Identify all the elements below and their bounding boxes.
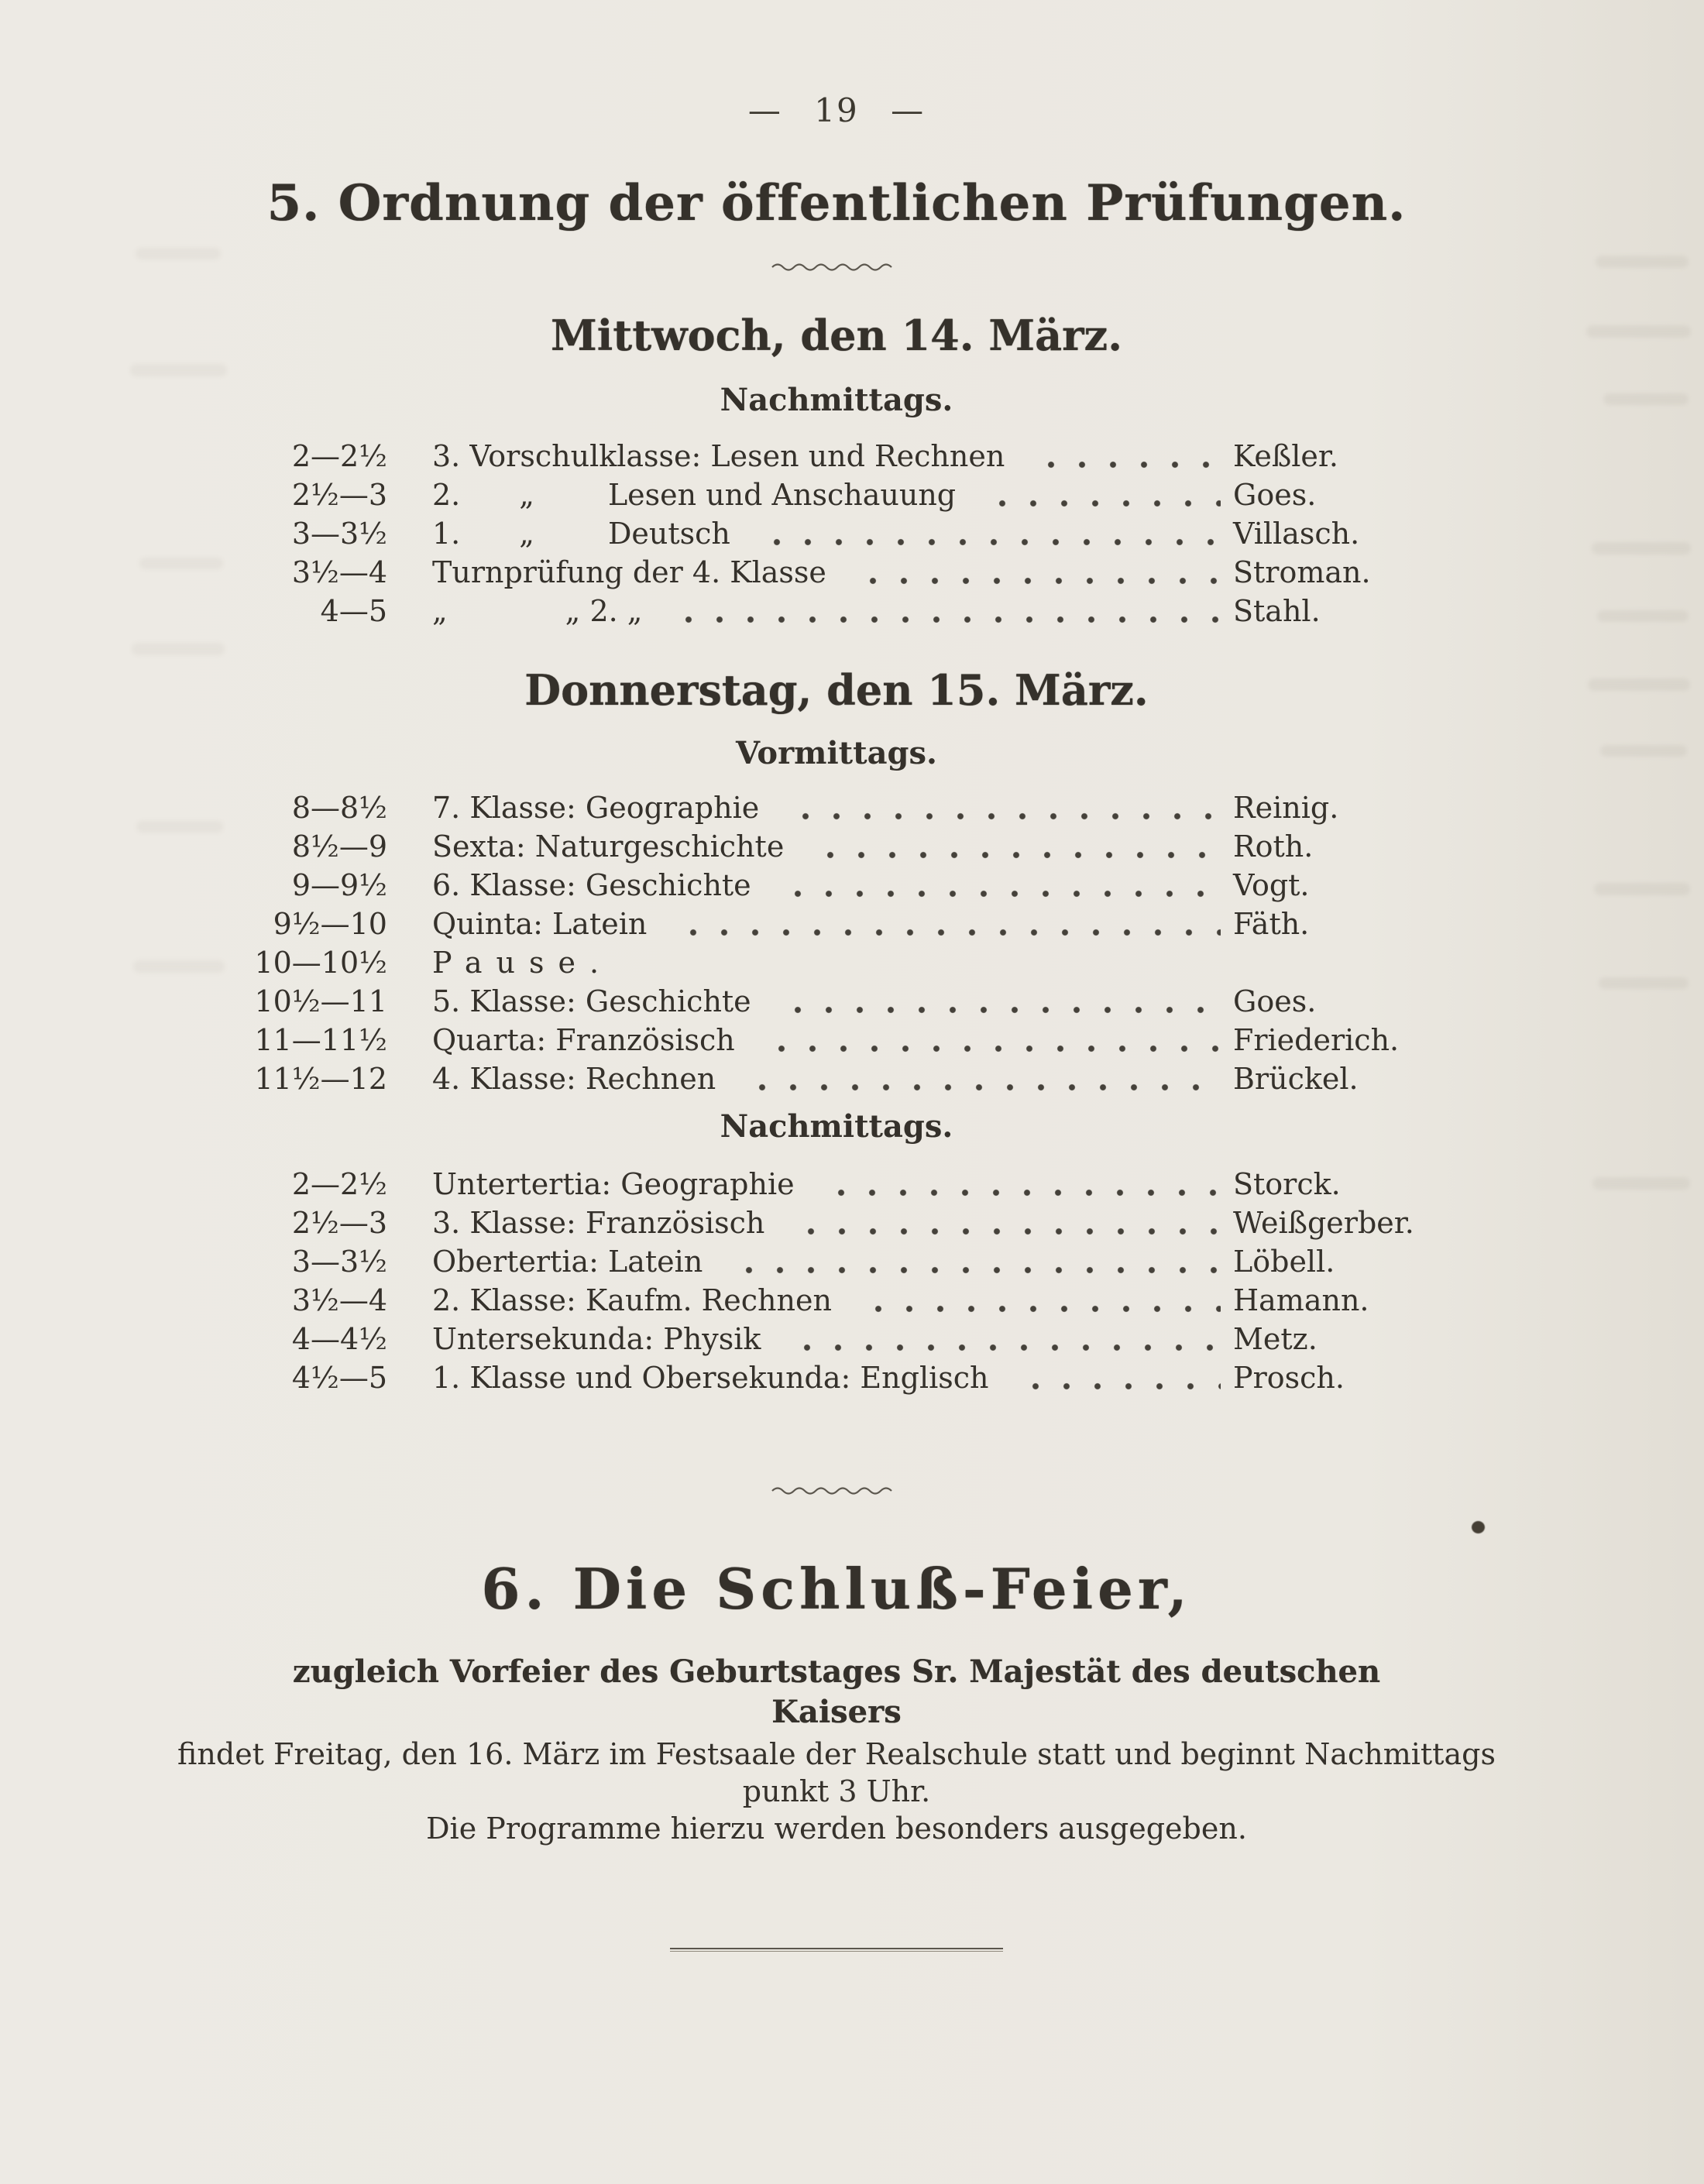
row-teacher-name: Stroman. bbox=[1233, 555, 1371, 589]
row-time: 11—11½ bbox=[254, 1023, 387, 1057]
dot-leader bbox=[791, 1207, 1221, 1238]
bleedthrough-mark bbox=[1592, 542, 1691, 555]
dot-leader bbox=[761, 1025, 1221, 1056]
section-6-title: 6. Die Schluß-Feier, bbox=[481, 1556, 1192, 1622]
row-time: 3½—4 bbox=[291, 1283, 387, 1317]
bleedthrough-mark bbox=[132, 643, 225, 655]
dot-leader bbox=[810, 831, 1221, 862]
schedule-row bbox=[232, 1320, 1441, 1358]
bleedthrough-mark bbox=[1592, 1177, 1690, 1190]
row-teacher-name: Prosch. bbox=[1233, 1361, 1345, 1395]
row-desc: Quarta: Französisch bbox=[432, 1023, 735, 1057]
row-desc: „ „ 2. „ bbox=[432, 594, 643, 628]
schedule-row bbox=[232, 866, 1441, 905]
dot-leader bbox=[1031, 441, 1221, 472]
day-heading-mittwoch: Mittwoch, den 14. März. bbox=[550, 311, 1123, 360]
row-teacher-name: Fäth. bbox=[1233, 907, 1310, 941]
schedule-row bbox=[232, 553, 1441, 592]
row-teacher-name: Keßler. bbox=[1233, 439, 1338, 473]
row-desc: Pause. bbox=[432, 946, 613, 980]
bleedthrough-mark bbox=[1588, 678, 1690, 691]
dot-leader bbox=[729, 1246, 1221, 1277]
schedule-row bbox=[232, 1358, 1441, 1397]
row-teacher-name: Friederich. bbox=[1233, 1023, 1400, 1057]
row-time: 9—9½ bbox=[291, 868, 387, 902]
dot-leader bbox=[785, 792, 1221, 823]
bleedthrough-mark bbox=[136, 248, 221, 259]
bottom-divider-rule bbox=[670, 1948, 1003, 1952]
ink-spot bbox=[1472, 1521, 1485, 1533]
schedule-row bbox=[232, 1021, 1441, 1059]
page-number: — 19 — bbox=[747, 91, 926, 129]
row-teacher-name: Löbell. bbox=[1233, 1245, 1335, 1279]
bleedthrough-mark bbox=[136, 821, 223, 833]
row-desc: Turnprüfung der 4. Klasse bbox=[432, 555, 826, 589]
schedule-row bbox=[232, 1165, 1441, 1204]
row-desc: 1. Klasse und Obersekunda: Englisch bbox=[432, 1361, 989, 1395]
row-time: 3—3½ bbox=[291, 517, 387, 551]
schedule-table-mittwoch-nachmittags bbox=[232, 437, 1441, 630]
row-desc: 2. Klasse: Kaufm. Rechnen bbox=[432, 1283, 832, 1317]
row-teacher-name: Villasch. bbox=[1233, 517, 1360, 551]
row-desc: Sexta: Naturgeschichte bbox=[432, 829, 785, 864]
bleedthrough-mark bbox=[1596, 256, 1689, 268]
schedule-row-pause bbox=[232, 943, 1441, 982]
row-time: 10—10½ bbox=[254, 946, 387, 980]
dot-leader bbox=[1015, 1362, 1221, 1393]
squiggle-divider bbox=[771, 1484, 902, 1496]
section-6-subtitle: zugleich Vorfeier des Geburtstages Sr. Majestät des deutschen Kaisers bbox=[292, 1653, 1381, 1730]
schedule-row bbox=[232, 437, 1441, 476]
bleedthrough-mark bbox=[139, 558, 223, 569]
row-time: 2—2½ bbox=[291, 1167, 387, 1201]
row-teacher-name: Stahl. bbox=[1233, 594, 1321, 628]
schedule-row bbox=[232, 905, 1441, 943]
row-time: 2—2½ bbox=[291, 439, 387, 473]
row-desc: 6. Klasse: Geschichte bbox=[432, 868, 751, 902]
row-teacher-name: Vogt. bbox=[1233, 868, 1310, 902]
dot-leader bbox=[673, 908, 1221, 939]
bleedthrough-mark bbox=[1597, 610, 1689, 622]
row-desc: 3. Klasse: Französisch bbox=[432, 1206, 765, 1240]
schedule-row bbox=[232, 1204, 1441, 1242]
row-time: 4—4½ bbox=[291, 1322, 387, 1356]
bleedthrough-mark bbox=[1586, 325, 1691, 338]
row-time: 9½—10 bbox=[273, 907, 387, 941]
schedule-row bbox=[232, 827, 1441, 866]
dot-leader bbox=[668, 596, 1221, 627]
row-teacher-name: Roth. bbox=[1233, 829, 1314, 864]
dot-leader bbox=[757, 518, 1221, 549]
bleedthrough-mark bbox=[130, 364, 227, 376]
schedule-table-donnerstag-nachmittags bbox=[232, 1165, 1441, 1397]
row-teacher-name: Weißgerber. bbox=[1233, 1206, 1414, 1240]
bleedthrough-mark bbox=[1603, 393, 1689, 405]
row-time: 11½—12 bbox=[254, 1062, 387, 1096]
row-desc: 4. Klasse: Rechnen bbox=[432, 1062, 716, 1096]
dot-leader bbox=[858, 1285, 1221, 1316]
row-time: 2½—3 bbox=[291, 1206, 387, 1240]
schedule-row bbox=[232, 1059, 1441, 1098]
row-time: 3½—4 bbox=[291, 555, 387, 589]
row-teacher-name: Metz. bbox=[1233, 1322, 1318, 1356]
dot-leader bbox=[742, 1063, 1221, 1094]
row-time: 4—5 bbox=[320, 594, 387, 628]
row-desc: Untertertia: Geographie bbox=[432, 1167, 795, 1201]
bleedthrough-mark bbox=[1600, 745, 1687, 757]
schedule-row bbox=[232, 1281, 1441, 1320]
dot-leader bbox=[982, 479, 1221, 510]
schedule-row bbox=[232, 476, 1441, 514]
session-label-nachmittags-1: Nachmittags. bbox=[720, 382, 953, 418]
row-teacher-name: Hamann. bbox=[1233, 1283, 1369, 1317]
section-5-title: 5. Ordnung der öffentlichen Prüfungen. bbox=[266, 174, 1407, 232]
row-time: 3—3½ bbox=[291, 1245, 387, 1279]
dot-leader bbox=[853, 557, 1221, 588]
row-teacher-name: Storck. bbox=[1233, 1167, 1341, 1201]
row-teacher-name: Goes. bbox=[1233, 984, 1317, 1018]
row-time: 8—8½ bbox=[291, 791, 387, 825]
row-desc: 2. „ Lesen und Anschauung bbox=[432, 478, 957, 512]
row-time: 4½—5 bbox=[291, 1361, 387, 1395]
row-desc: Obertertia: Latein bbox=[432, 1245, 703, 1279]
bleedthrough-mark bbox=[1594, 883, 1690, 895]
row-desc: 1. „ Deutsch bbox=[432, 517, 730, 551]
bleedthrough-mark bbox=[133, 960, 225, 973]
row-desc: Quinta: Latein bbox=[432, 907, 648, 941]
day-heading-donnerstag: Donnerstag, den 15. März. bbox=[524, 665, 1149, 715]
row-time: 10½—11 bbox=[254, 984, 387, 1018]
row-time: 2½—3 bbox=[291, 478, 387, 512]
dot-leader bbox=[787, 1324, 1221, 1355]
row-teacher-name: Goes. bbox=[1233, 478, 1317, 512]
section-6-line-2: Die Programme hierzu werden besonders ausgegeben. bbox=[426, 1811, 1247, 1846]
section-6-line-1: findet Freitag, den 16. März im Festsaale der Realschule statt und beginnt Nachmittags punkt 3 Uhr. bbox=[177, 1737, 1496, 1808]
schedule-table-donnerstag-vormittags bbox=[232, 788, 1441, 1098]
squiggle-divider bbox=[771, 260, 902, 273]
row-desc: 3. Vorschulklasse: Lesen und Rechnen bbox=[432, 439, 1005, 473]
schedule-row bbox=[232, 514, 1441, 553]
session-label-nachmittags-2: Nachmittags. bbox=[720, 1108, 953, 1145]
session-label-vormittags: Vormittags. bbox=[736, 735, 937, 771]
schedule-row bbox=[232, 592, 1441, 630]
dot-leader bbox=[778, 986, 1221, 1017]
row-time: 8½—9 bbox=[291, 829, 387, 864]
row-desc: 7. Klasse: Geographie bbox=[432, 791, 760, 825]
bleedthrough-mark bbox=[1599, 977, 1689, 989]
schedule-row bbox=[232, 1242, 1441, 1281]
page-content bbox=[177, 91, 1496, 1952]
schedule-row bbox=[232, 982, 1441, 1021]
row-teacher-name: Reinig. bbox=[1233, 791, 1339, 825]
row-desc: 5. Klasse: Geschichte bbox=[432, 984, 751, 1018]
row-desc: Untersekunda: Physik bbox=[432, 1322, 761, 1356]
schedule-row bbox=[232, 788, 1441, 827]
dot-leader bbox=[821, 1169, 1221, 1200]
row-teacher-name: Brückel. bbox=[1233, 1062, 1359, 1096]
dot-leader bbox=[778, 870, 1221, 901]
